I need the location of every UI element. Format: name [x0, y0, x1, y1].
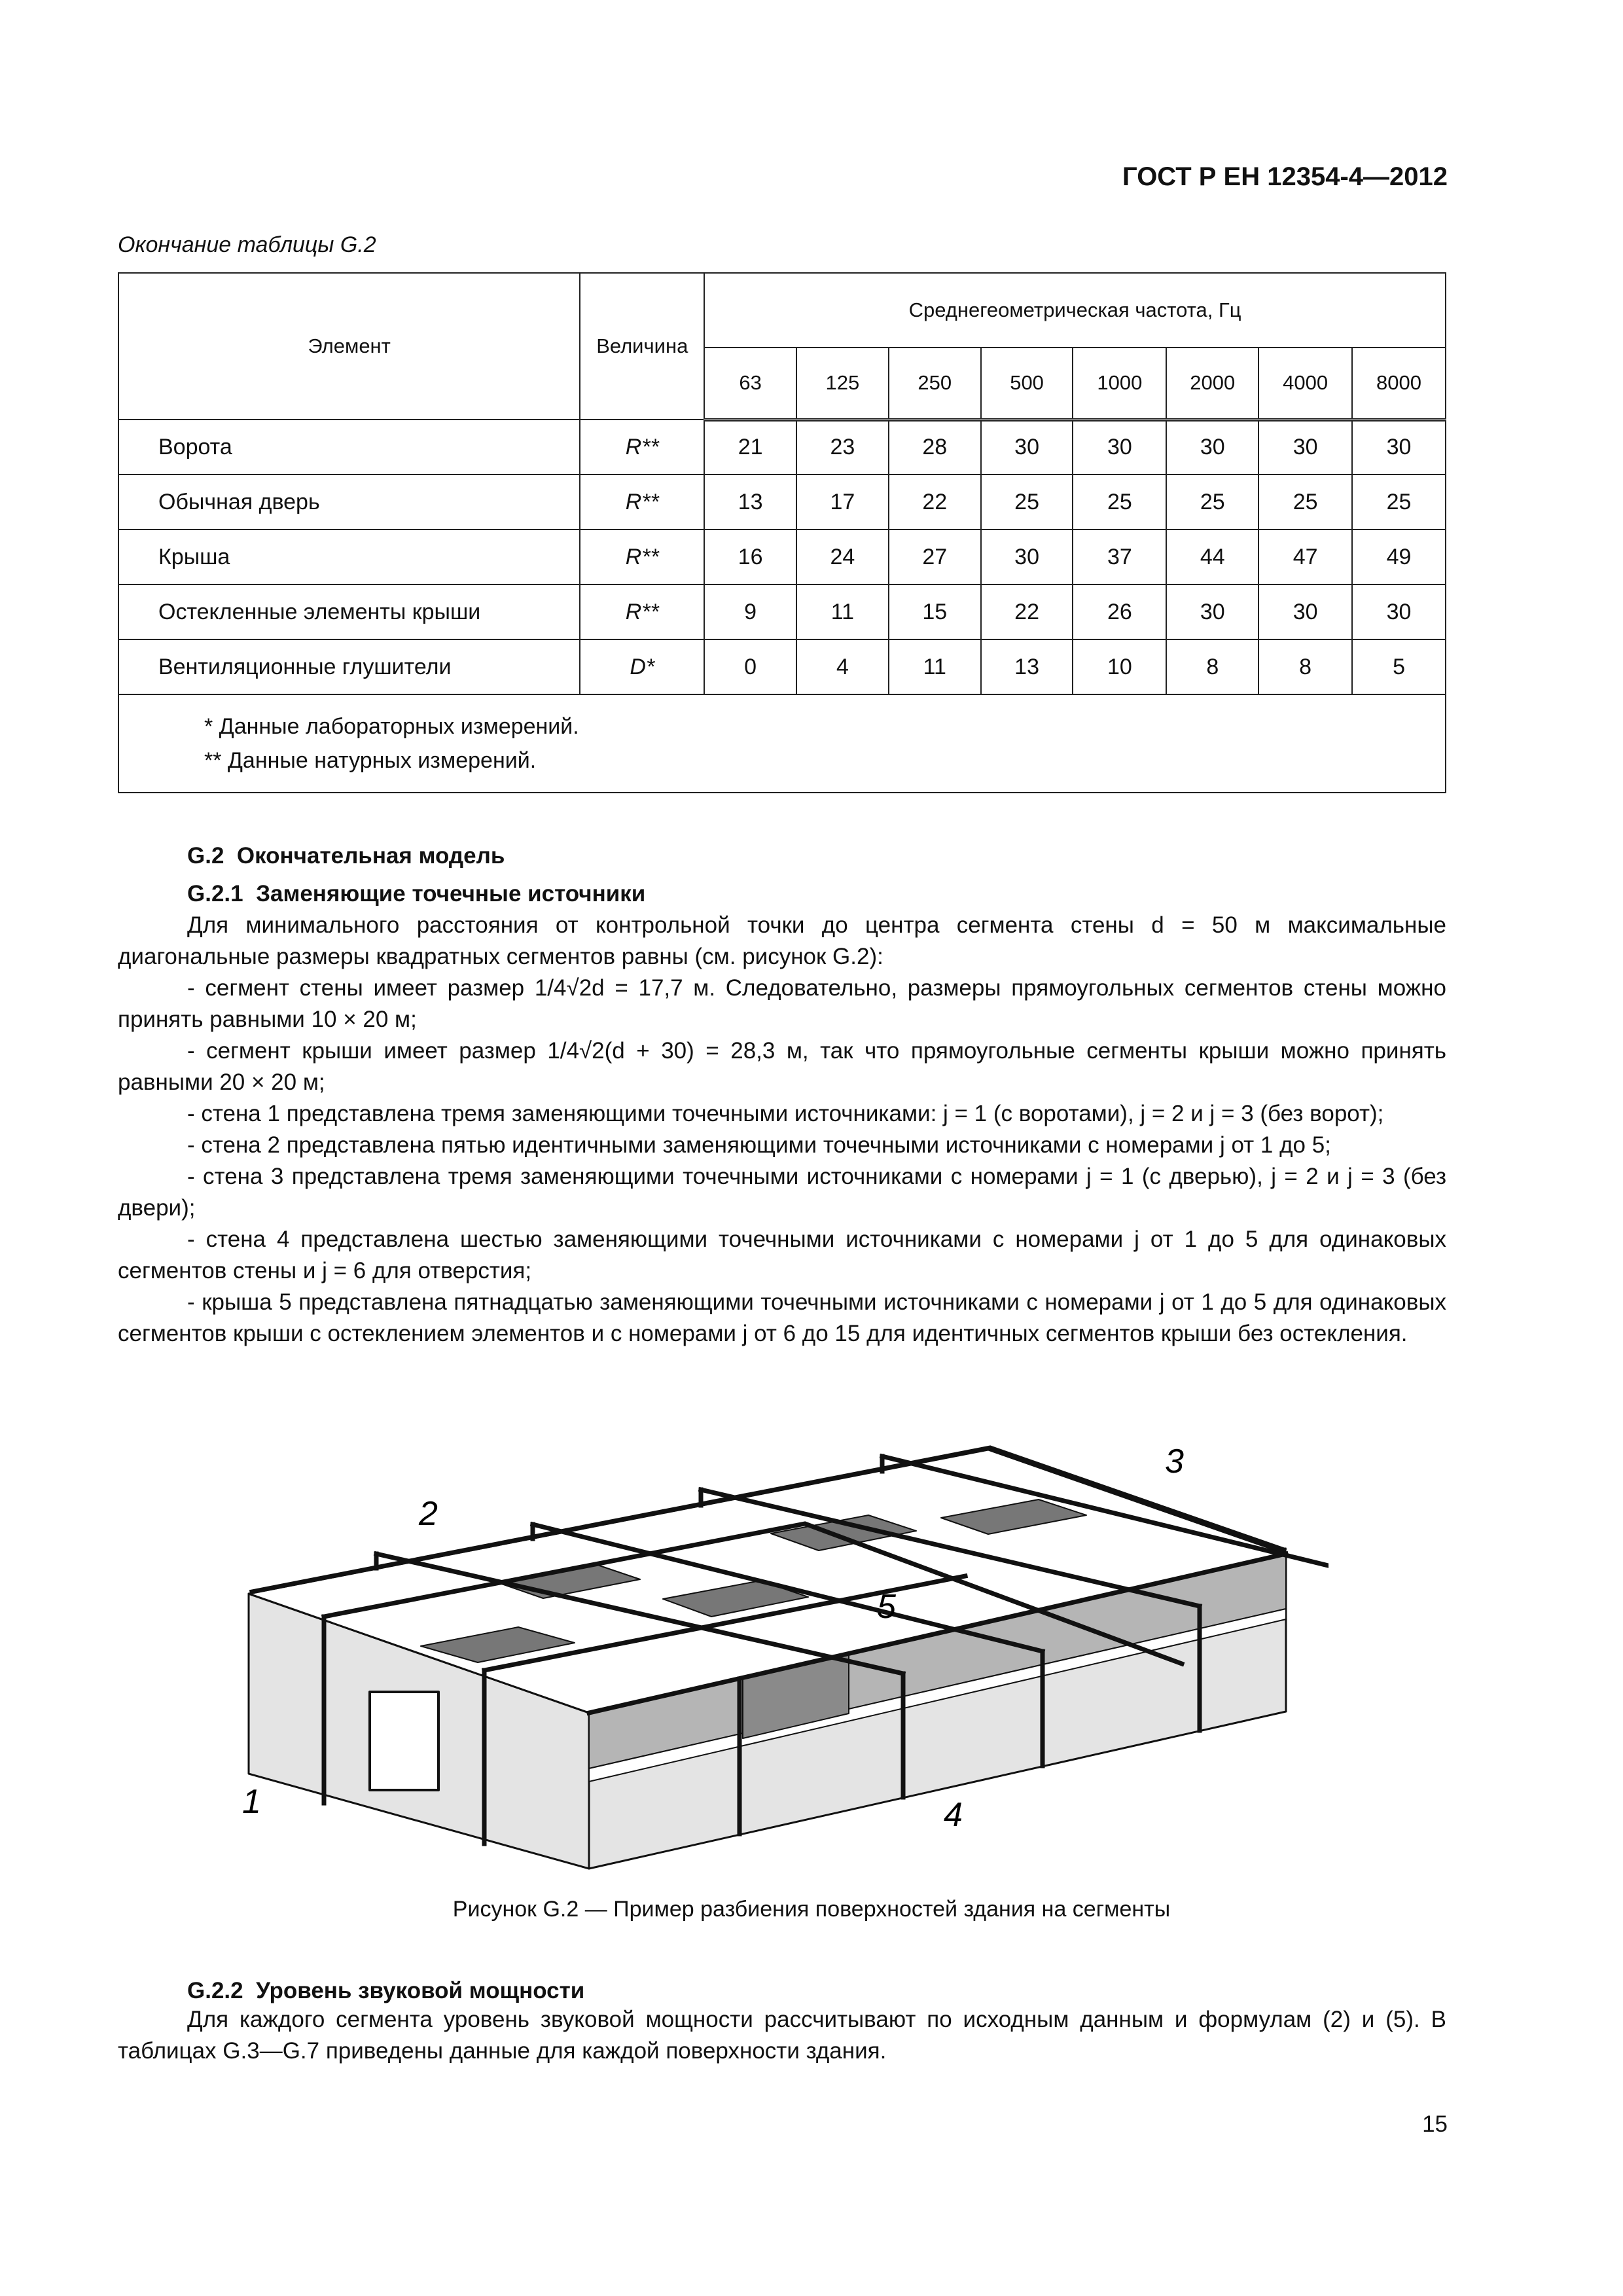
value-cell: 49	[1352, 529, 1446, 584]
value-cell: 13	[704, 475, 796, 529]
wall-segment-text: = 17,7 м. Следовательно, размеры прямоугольных сегментов стены можно принять равными 10 × 20 м;	[118, 975, 1446, 1032]
value-cell: 27	[889, 529, 981, 584]
value-cell: 28	[889, 420, 981, 475]
section-g21-number: G.2.1	[187, 881, 243, 906]
note-field: ** Данные натурных измерений.	[204, 748, 537, 773]
value-cell: 11	[889, 639, 981, 694]
freq-cell: 500	[981, 348, 1073, 420]
table-row	[118, 529, 1446, 584]
table-notes-row	[118, 694, 1446, 793]
value-cell: 47	[1258, 529, 1352, 584]
freq-cell: 1000	[1073, 348, 1166, 420]
freq-cell: 125	[796, 348, 889, 420]
wall3-paragraph: - стена 3 представлена тремя заменяющими точечными источниками с номерами j = 1 (с дверью), j = 2 и j = 3 (без двери);	[118, 1164, 1446, 1221]
label-wall-2: 2	[419, 1495, 438, 1533]
value-cell: 16	[704, 529, 796, 584]
value-cell: 30	[1352, 420, 1446, 475]
value-cell: 22	[981, 584, 1073, 639]
label-roof-5: 5	[877, 1588, 896, 1626]
section-g22-title: Уровень звуковой мощности	[256, 1978, 585, 2003]
document-code: ГОСТ Р ЕН 12354-4—2012	[1122, 162, 1448, 191]
value-cell: 30	[1073, 420, 1166, 475]
value-cell: 22	[889, 475, 981, 529]
table-row	[118, 420, 1446, 475]
section-g21-body	[118, 910, 1446, 1350]
freq-cell: 8000	[1352, 348, 1446, 420]
value-cell: 23	[796, 420, 889, 475]
value-cell: 8	[1166, 639, 1258, 694]
wall-segment-formula: - сегмент стены имеет размер 1/4√2d	[187, 975, 605, 1001]
table-row	[118, 639, 1446, 694]
label-wall-4: 4	[944, 1796, 963, 1834]
quantity-cell: D*	[580, 639, 704, 694]
value-cell: 44	[1166, 529, 1258, 584]
quantity-cell: R**	[580, 529, 704, 584]
table-row	[118, 475, 1446, 529]
value-cell: 0	[704, 639, 796, 694]
value-cell: 13	[981, 639, 1073, 694]
value-cell: 37	[1073, 529, 1166, 584]
value-cell: 11	[796, 584, 889, 639]
wall4-paragraph: - стена 4 представлена шестью заменяющими точечными источниками с номерами j от 1 до 5 для одинаковых сегментов стены и j = 6 для отверстия;	[118, 1227, 1446, 1283]
page-number: 15	[1422, 2111, 1448, 2137]
freq-cell: 2000	[1166, 348, 1258, 420]
intro-paragraph: Для минимального расстояния от контрольной точки до центра сегмента стены d = 50 м максимальные диагональные размеры квадратных сегментов равны (см. рисунок G.2):	[118, 912, 1446, 969]
value-cell: 21	[704, 420, 796, 475]
table-row	[118, 584, 1446, 639]
gate	[370, 1692, 438, 1790]
section-g22-number: G.2.2	[187, 1978, 243, 2003]
note-lab: * Данные лабораторных измерений.	[204, 714, 579, 739]
element-cell: Вентиляционные глушители	[118, 639, 580, 694]
value-cell: 30	[1352, 584, 1446, 639]
building-segments-figure	[216, 1427, 1329, 1872]
wall1-paragraph: - стена 1 представлена тремя заменяющими точечными источниками: j = 1 (с воротами), j = 2 и j = 3 (без ворот);	[187, 1101, 1384, 1126]
table-caption: Окончание таблицы G.2	[118, 232, 376, 257]
section-g2-number: G.2	[187, 843, 224, 869]
value-cell: 9	[704, 584, 796, 639]
value-cell: 25	[1352, 475, 1446, 529]
section-g22-body: Для каждого сегмента уровень звуковой мощности рассчитывают по исходным данным и формулам (2) и (5). В таблицах G.3—G.7 приведены данные для каждой поверхности здания.	[118, 2007, 1446, 2064]
label-wall-1: 1	[242, 1783, 261, 1821]
wall-segment-paragraph	[118, 973, 1446, 1035]
quantity-cell: R**	[580, 475, 704, 529]
value-cell: 30	[1258, 584, 1352, 639]
value-cell: 25	[1166, 475, 1258, 529]
header-element: Элемент	[118, 273, 580, 420]
header-frequency: Среднегеометрическая частота, Гц	[704, 273, 1446, 348]
section-g21-heading	[187, 878, 645, 910]
element-cell: Остекленные элементы крыши	[118, 584, 580, 639]
section-g22-heading	[187, 1975, 584, 2007]
wall2-paragraph: - стена 2 представлена пятью идентичными заменяющими точечными источниками с номерами j от 1 до 5;	[187, 1132, 1331, 1158]
value-cell: 15	[889, 584, 981, 639]
value-cell: 5	[1352, 639, 1446, 694]
quantity-cell: R**	[580, 584, 704, 639]
freq-cell: 4000	[1258, 348, 1352, 420]
element-cell: Ворота	[118, 420, 580, 475]
section-g21-title: Заменяющие точечные источники	[256, 881, 646, 906]
value-cell: 30	[981, 529, 1073, 584]
value-cell: 30	[1166, 584, 1258, 639]
sound-insulation-table	[118, 272, 1446, 793]
value-cell: 30	[1258, 420, 1352, 475]
section-g2-title: Окончательная модель	[236, 843, 505, 869]
value-cell: 25	[1258, 475, 1352, 529]
roof-segment-paragraph: - сегмент крыши имеет размер 1/4√2(d + 30) = 28,3 м, так что прямоугольные сегменты крыши можно принять равными 20 × 20 м;	[118, 1038, 1446, 1095]
value-cell: 25	[981, 475, 1073, 529]
value-cell: 30	[1166, 420, 1258, 475]
label-wall-3: 3	[1165, 1443, 1184, 1480]
element-cell: Крыша	[118, 529, 580, 584]
element-cell: Обычная дверь	[118, 475, 580, 529]
figure-caption: Рисунок G.2 — Пример разбиения поверхностей здания на сегменты	[452, 1897, 1171, 1922]
value-cell: 8	[1258, 639, 1352, 694]
value-cell: 10	[1073, 639, 1166, 694]
value-cell: 4	[796, 639, 889, 694]
value-cell: 17	[796, 475, 889, 529]
value-cell: 25	[1073, 475, 1166, 529]
value-cell: 30	[981, 420, 1073, 475]
roof5-paragraph: - крыша 5 представлена пятнадцатью заменяющими точечными источниками с номерами j от 1 до 5 для одинаковых сегментов крыши с остеклением элементов и с номерами j от 6 до 15 для идентичных сегментов крыши без остекления.	[118, 1289, 1446, 1346]
freq-cell: 250	[889, 348, 981, 420]
freq-cell: 63	[704, 348, 796, 420]
value-cell: 24	[796, 529, 889, 584]
table-notes	[118, 694, 1446, 793]
value-cell: 26	[1073, 584, 1166, 639]
header-quantity: Величина	[580, 273, 704, 420]
quantity-cell: R**	[580, 420, 704, 475]
section-g2-heading	[187, 840, 505, 872]
